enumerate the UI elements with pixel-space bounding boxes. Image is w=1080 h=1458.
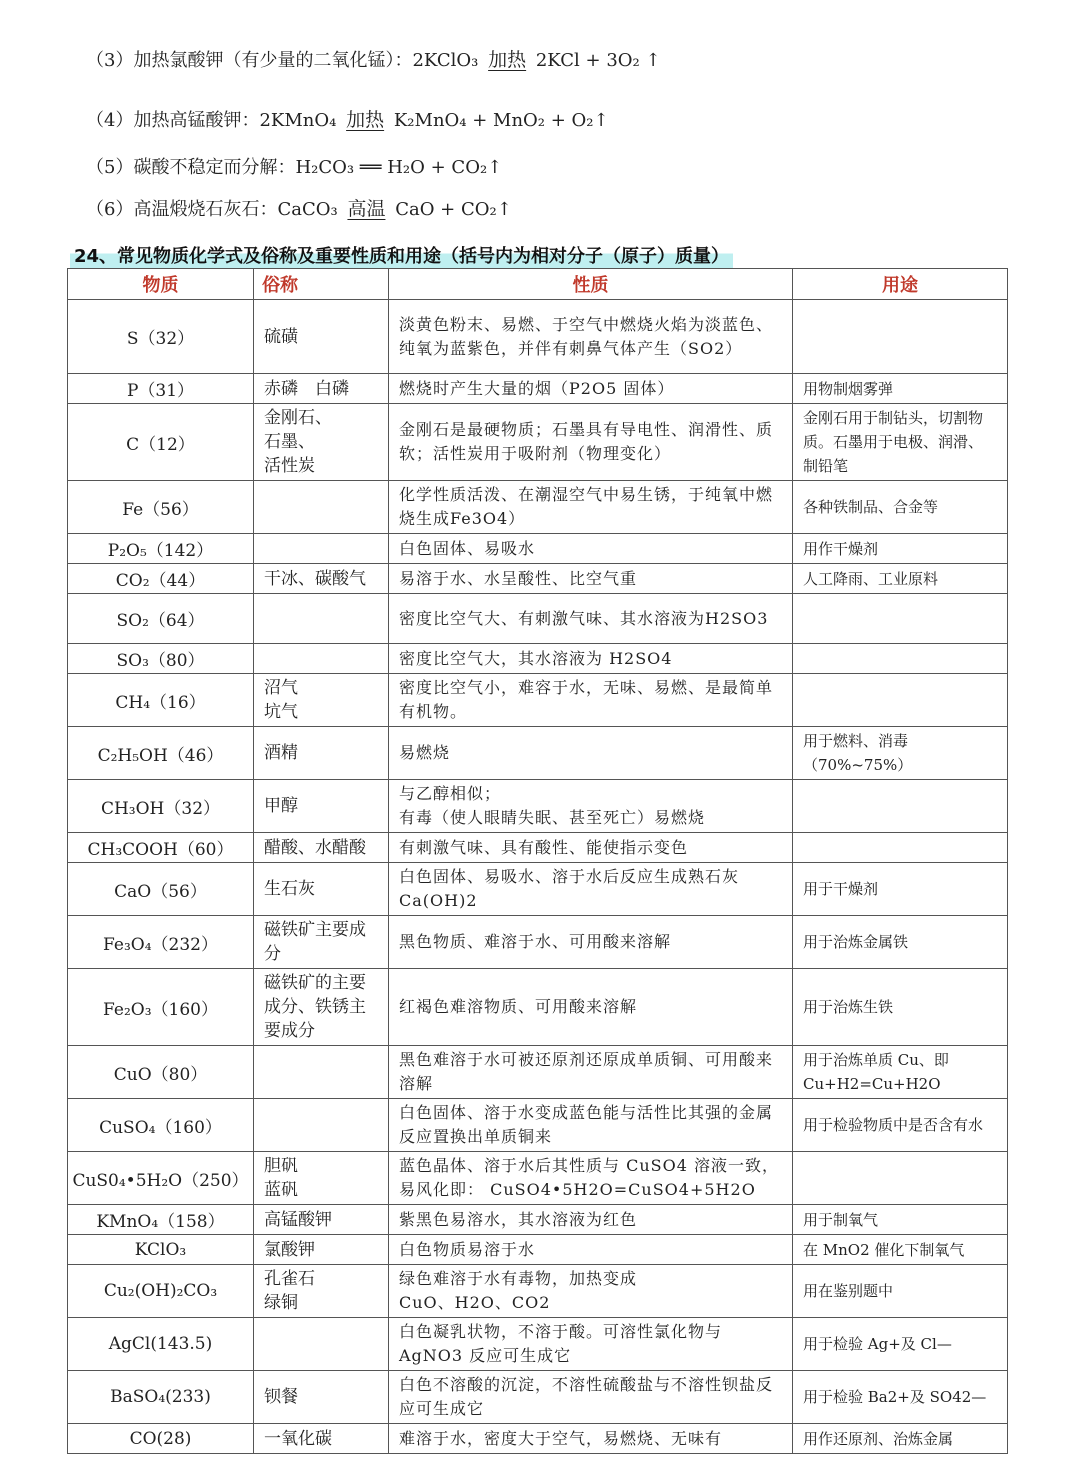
use-cell [793, 833, 1008, 863]
nickname-cell: 高锰酸钾 [254, 1205, 389, 1235]
property-cell: 白色固体、溶于水变成蓝色能与活性比其强的金属反应置换出单质铜来 [389, 1099, 793, 1152]
substance-cell: C₂H₅OH（46） [68, 727, 254, 780]
property-cell: 黑色物质、难溶于水、可用酸来溶解 [389, 916, 793, 969]
equation-4-rhs: K₂MnO₄ + MnO₂ + O₂↑ [393, 110, 609, 131]
property-cell: 与乙醇相似； 有毒（使人眼睛失眠、甚至死亡）易燃烧 [389, 780, 793, 833]
substance-cell: Fe₂O₃（160） [68, 969, 254, 1046]
property-cell: 燃烧时产生大量的烟（P2O5 固体） [389, 374, 793, 404]
use-cell [793, 594, 1008, 644]
table-row [68, 1235, 1008, 1265]
nickname-cell [254, 594, 389, 644]
substance-cell: CH₃COOH（60） [68, 833, 254, 863]
use-cell: 各种铁制品、合金等 [793, 481, 1008, 534]
substance-cell: S（32） [68, 300, 254, 374]
nickname-cell: 酒精 [254, 727, 389, 780]
nickname-cell [254, 534, 389, 564]
table-row [68, 1424, 1008, 1454]
nickname-cell: 氯酸钾 [254, 1235, 389, 1265]
use-cell: 用在鉴别题中 [793, 1265, 1008, 1318]
table-row [68, 916, 1008, 969]
nickname-cell: 硫磺 [254, 300, 389, 374]
nickname-cell: 钡餐 [254, 1371, 389, 1424]
property-cell: 红褐色难溶物质、可用酸来溶解 [389, 969, 793, 1046]
substance-cell: C（12） [68, 404, 254, 481]
table-row [68, 1371, 1008, 1424]
property-cell: 白色不溶酸的沉淀，不溶性硫酸盐与不溶性钡盐反应可生成它 [389, 1371, 793, 1424]
equation-6-rhs: CaO + CO₂↑ [395, 199, 512, 220]
use-cell: 用于制氧气 [793, 1205, 1008, 1235]
substance-cell: P₂O₅（142） [68, 534, 254, 564]
table-row [68, 1205, 1008, 1235]
table-row [68, 374, 1008, 404]
nickname-cell: 生石灰 [254, 863, 389, 916]
property-cell: 白色物质易溶于水 [389, 1235, 793, 1265]
use-cell: 用于燃料、消毒（70%~75%） [793, 727, 1008, 780]
substance-cell: SO₂（64） [68, 594, 254, 644]
property-cell: 化学性质活泼、在潮湿空气中易生锈，于纯氧中燃烧生成Fe3O4） [389, 481, 793, 534]
equation-3-lhs: （3）加热氯酸钾（有少量的二氧化锰）：2KClO₃ [86, 50, 479, 71]
substance-cell: CH₃OH（32） [68, 780, 254, 833]
use-cell: 用于检验物质中是否含有水 [793, 1099, 1008, 1152]
table-row [68, 1152, 1008, 1205]
property-cell: 密度比空气大、有刺激气味、其水溶液为H2SO3 [389, 594, 793, 644]
equation-3-rhs: 2KCl + 3O₂ ↑ [535, 50, 661, 71]
property-cell: 蓝色晶体、溶于水后其性质与 CuSO4 溶液一致，易风化即： CuSO4•5H2O=CuSO4+5H2O [389, 1152, 793, 1205]
nickname-cell [254, 1046, 389, 1099]
property-cell: 密度比空气大，其水溶液为 H2SO4 [389, 644, 793, 674]
equation-4-lhs: （4）加热高锰酸钾：2KMnO₄ [86, 110, 337, 131]
property-cell: 黑色难溶于水可被还原剂还原成单质铜、可用酸来溶解 [389, 1046, 793, 1099]
table-row [68, 969, 1008, 1046]
substance-cell: SO₃（80） [68, 644, 254, 674]
header-substance: 物质 [68, 269, 254, 300]
table-row [68, 594, 1008, 644]
use-cell [793, 1152, 1008, 1205]
nickname-cell: 赤磷 白磷 [254, 374, 389, 404]
use-cell: 用作还原剂、治炼金属 [793, 1424, 1008, 1454]
nickname-cell: 金刚石、 石墨、 活性炭 [254, 404, 389, 481]
substance-cell: KClO₃ [68, 1235, 254, 1265]
table-row [68, 404, 1008, 481]
substance-cell: P（31） [68, 374, 254, 404]
header-use: 用途 [793, 269, 1008, 300]
substance-cell: KMnO₄（158） [68, 1205, 254, 1235]
header-property: 性质 [389, 269, 793, 300]
use-cell: 用于干燥剂 [793, 863, 1008, 916]
property-cell: 难溶于水，密度大于空气，易燃烧、无味有 [389, 1424, 793, 1454]
nickname-cell: 磁铁矿主要成分 [254, 916, 389, 969]
property-cell: 密度比空气小，难容于水，无味、易燃、是最简单有机物。 [389, 674, 793, 727]
nickname-cell: 磁铁矿的主要成分、铁锈主要成分 [254, 969, 389, 1046]
substance-cell: Fe₃O₄（232） [68, 916, 254, 969]
nickname-cell [254, 481, 389, 534]
substance-cell: CaO（56） [68, 863, 254, 916]
substance-cell: AgCl(143.5) [68, 1318, 254, 1371]
table-row [68, 863, 1008, 916]
use-cell: 用于检验 Ag+及 Cl— [793, 1318, 1008, 1371]
property-cell: 紫黑色易溶水，其水溶液为红色 [389, 1205, 793, 1235]
nickname-cell: 沼气 坑气 [254, 674, 389, 727]
substance-cell: CO₂（44） [68, 564, 254, 594]
nickname-cell: 干冰、碳酸气 [254, 564, 389, 594]
property-cell: 白色凝乳状物，不溶于酸。可溶性氯化物与 AgNO3 反应可生成它 [389, 1318, 793, 1371]
equation-6-lhs: （6）高温煅烧石灰石：CaCO₃ [86, 199, 338, 220]
substance-cell: CuSO₄（160） [68, 1099, 254, 1152]
substance-cell: CO(28) [68, 1424, 254, 1454]
table-row [68, 1046, 1008, 1099]
table-row [68, 564, 1008, 594]
table-body [68, 300, 1008, 1454]
equation-5-text: （5）碳酸不稳定而分解：H₂CO₃ ══ H₂O + CO₂↑ [86, 157, 503, 178]
use-cell: 人工降雨、工业原料 [793, 564, 1008, 594]
table-row [68, 1318, 1008, 1371]
property-cell: 白色固体、易吸水 [389, 534, 793, 564]
substance-cell: Fe（56） [68, 481, 254, 534]
property-cell: 金刚石是最硬物质；石墨具有导电性、润滑性、质软；活性炭用于吸附剂（物理变化） [389, 404, 793, 481]
nickname-cell: 醋酸、水醋酸 [254, 833, 389, 863]
property-cell: 白色固体、易吸水、溶于水后反应生成熟石灰 Ca(OH)2 [389, 863, 793, 916]
nickname-cell [254, 644, 389, 674]
nickname-cell [254, 1099, 389, 1152]
nickname-cell: 甲醇 [254, 780, 389, 833]
table-row [68, 674, 1008, 727]
table-row [68, 300, 1008, 374]
table-row [68, 780, 1008, 833]
use-cell [793, 300, 1008, 374]
table-row [68, 833, 1008, 863]
use-cell: 用于治炼单质 Cu、即Cu+H2=Cu+H2O [793, 1046, 1008, 1099]
equation-5 [86, 153, 502, 179]
substance-cell: Cu₂(OH)₂CO₃ [68, 1265, 254, 1318]
equation-6 [86, 194, 512, 221]
substance-table [67, 268, 1008, 1454]
header-nickname: 俗称 [254, 269, 389, 300]
use-cell: 用于治炼金属铁 [793, 916, 1008, 969]
table-row [68, 727, 1008, 780]
use-cell: 用于治炼生铁 [793, 969, 1008, 1046]
substance-cell: BaSO₄(233) [68, 1371, 254, 1424]
table-row [68, 1265, 1008, 1318]
property-cell: 易燃烧 [389, 727, 793, 780]
use-cell [793, 674, 1008, 727]
nickname-cell: 孔雀石 绿铜 [254, 1265, 389, 1318]
substance-cell: CH₄（16） [68, 674, 254, 727]
table-row [68, 1099, 1008, 1152]
use-cell: 用物制烟雾弹 [793, 374, 1008, 404]
section-title: 24、常见物质化学式及俗称及重要性质和用途（括号内为相对分子（原子）质量） [70, 242, 733, 268]
use-cell: 用于检验 Ba2+及 SO42— [793, 1371, 1008, 1424]
nickname-cell: 一氧化碳 [254, 1424, 389, 1454]
equation-4-condition: 加热 [346, 109, 385, 131]
table-row [68, 534, 1008, 564]
use-cell [793, 644, 1008, 674]
equation-3 [86, 45, 661, 72]
property-cell: 绿色难溶于水有毒物，加热变成 CuO、H2O、CO2 [389, 1265, 793, 1318]
nickname-cell: 胆矾 蓝矾 [254, 1152, 389, 1205]
substance-cell: CuS0₄•5H₂O（250） [68, 1152, 254, 1205]
equation-3-condition: 加热 [488, 49, 527, 71]
property-cell: 淡黄色粉末、易燃、于空气中燃烧火焰为淡蓝色、纯氧为蓝紫色，并伴有刺鼻气体产生（SO2） [389, 300, 793, 374]
use-cell: 金刚石用于制钻头，切割物质。石墨用于电极、润滑、制铅笔 [793, 404, 1008, 481]
use-cell: 用作干燥剂 [793, 534, 1008, 564]
use-cell: 在 MnO2 催化下制氧气 [793, 1235, 1008, 1265]
equation-6-condition: 高温 [347, 198, 386, 220]
table-row [68, 481, 1008, 534]
nickname-cell [254, 1318, 389, 1371]
property-cell: 易溶于水、水呈酸性、比空气重 [389, 564, 793, 594]
property-cell: 有刺激气味、具有酸性、能使指示变色 [389, 833, 793, 863]
table-row [68, 644, 1008, 674]
use-cell [793, 780, 1008, 833]
equation-4 [86, 105, 609, 132]
table-header-row [68, 269, 1008, 300]
substance-cell: CuO（80） [68, 1046, 254, 1099]
